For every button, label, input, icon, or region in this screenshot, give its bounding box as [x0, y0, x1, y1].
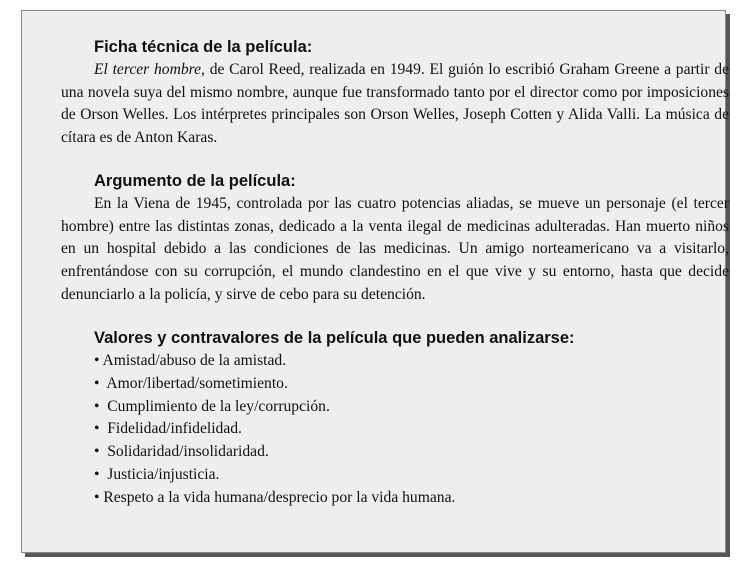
- document-content: [61, 37, 729, 531]
- list-item: • Solidaridad/insolidaridad.: [94, 443, 269, 461]
- paragraph-text: de Carol Reed, realizada en 1949. El guión lo escribió Graham Greene a partir de una novela suya del mismo nombre, aunque fue transformado tanto por el director como por imposiciones de Orson Welles. Los intérpretes principales son Orson Welles, Joseph Cotten y Alida Valli. La música de cítara es de Anton Karas.: [61, 61, 729, 147]
- section-heading: Argumento de la película:: [94, 171, 296, 190]
- list-item: • Respeto a la vida humana/desprecio por la vida humana.: [94, 488, 456, 506]
- section-heading: Valores y contravalores de la película que pueden analizarse:: [94, 329, 575, 348]
- section-paragraph: [61, 59, 729, 150]
- section-heading: Ficha técnica de la película:: [94, 38, 313, 56]
- list-item: • Cumplimiento de la ley/corrupción.: [94, 397, 330, 415]
- list-item: • Amistad/abuso de la amistad.: [94, 352, 287, 370]
- section-ficha-tecnica: [61, 37, 729, 150]
- list-item: • Fidelidad/infidelidad.: [94, 420, 242, 438]
- list-item: • Justicia/injusticia.: [94, 465, 220, 483]
- section-paragraph: En la Viena de 1945, controlada por las cuatro potencias aliadas, se mueve un personaje (el tercer hombre) entre las distintas zonas, dedicado a la venta ilegal de medicinas adulteradas. Han muerto niños en un hospital debido a las condiciones de las medicinas. Un amigo norteamericano va a visitarlo, enfrentándose con su corrupción, el mundo clandestino en el que vive y su entorno, hasta que decide denunciarlo a la policía, y sirve de cebo para su detención.: [61, 194, 729, 303]
- values-list: [61, 350, 729, 509]
- list-item: • Amor/libertad/sometimiento.: [94, 375, 288, 393]
- document-card: [21, 10, 729, 553]
- section-argumento: [61, 171, 729, 307]
- film-title: El tercer hombre,: [94, 61, 205, 78]
- section-valores: [61, 328, 729, 509]
